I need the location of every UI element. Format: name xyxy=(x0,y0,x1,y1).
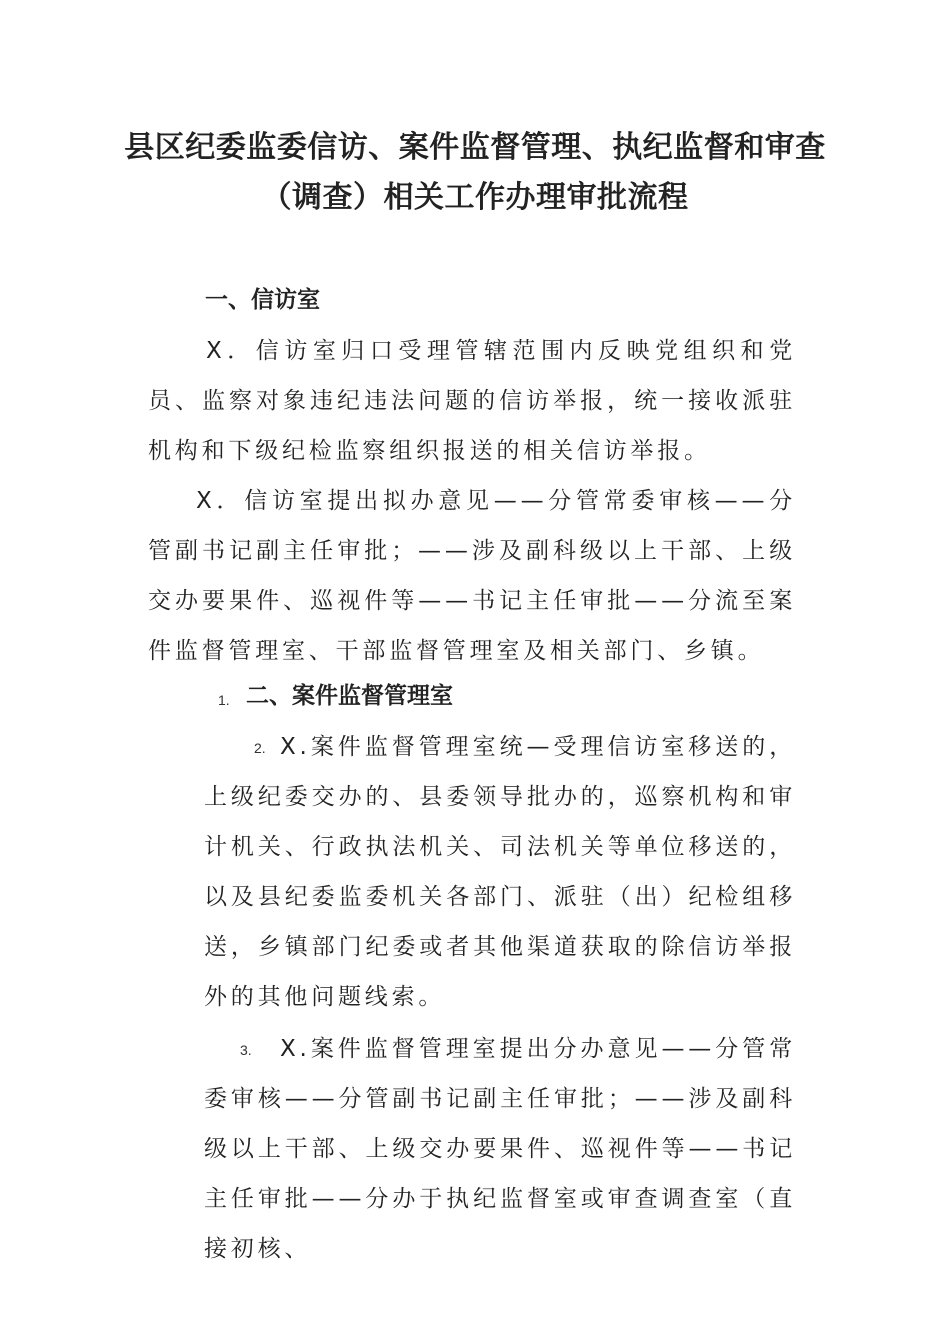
section-1-paragraph-1: X．信访室归口受理管辖范围内反映党组织和党员、监察对象违纪违法问题的信访举报，统一接收派驻机构和下级纪检监察组织报送的相关信访举报。 xyxy=(148,338,796,464)
section-1-heading: 一、信访室 xyxy=(205,287,320,313)
section-2-paragraph-1-number: 2. xyxy=(254,740,266,756)
document-title-line-2: （调查）相关工作办理审批流程 xyxy=(261,180,689,215)
section-2-paragraph-2: X.案件监督管理室提出分办意见——分管常委审核——分管副书记副主任审批；——涉及副科级以上干部、上级交办要果件、巡视件等——书记主任审批——分办于执纪监督室或审查调查室（直接初核、 xyxy=(204,1036,796,1262)
section-2-heading-number: 1. xyxy=(218,692,230,708)
section-1-paragraph-2: X．信访室提出拟办意见——分管常委审核——分管副书记副主任审批；——涉及副科级以上干部、上级交办要果件、巡视件等——书记主任审批——分流至案件监督管理室、干部监督管理室及相关部门、乡镇。 xyxy=(148,488,796,664)
document-title-line-1: 县区纪委监委信访、案件监督管理、执纪监督和审查 xyxy=(124,130,826,165)
section-2-paragraph-1: X.案件监督管理室统—受理信访室移送的，上级纪委交办的、县委领导批办的，巡察机构和审计机关、行政执法机关、司法机关等单位移送的，以及县纪委监委机关各部门、派驻（出）纪检组移送，乡镇部门纪委或者其他渠道获取的除信访举报外的其他问题线索。 xyxy=(204,734,796,1010)
section-2-heading: 二、案件监督管理室 xyxy=(246,683,453,709)
section-2-paragraph-2-number: 3. xyxy=(240,1042,252,1058)
